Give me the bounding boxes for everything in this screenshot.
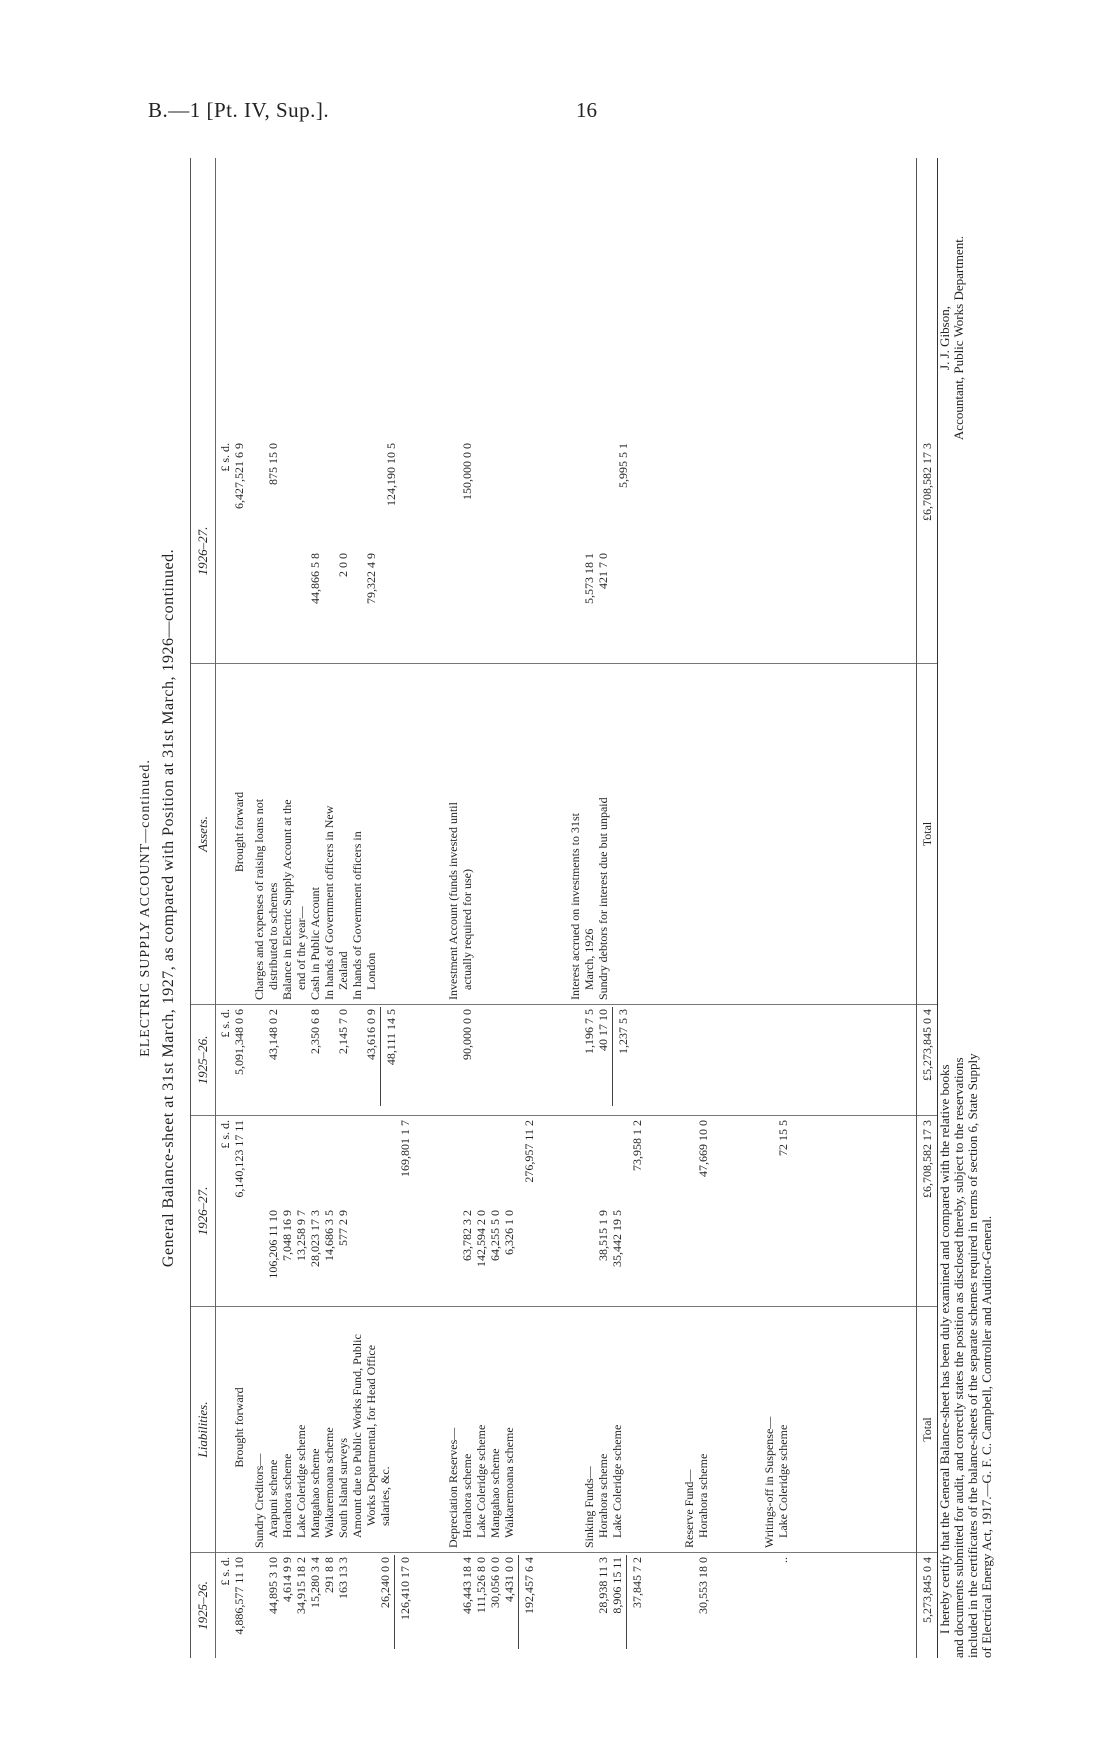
dep-mangahao-cur: 64,255 5 0 [488, 1210, 502, 1261]
amount-due-line1: Amount due to Public Works Fund, Public [350, 1334, 364, 1538]
charges-line2: distributed to schemes [266, 882, 280, 990]
sundry-waikaremoana-cur: 14,686 3 5 [322, 1210, 336, 1261]
column-header-row [191, 158, 216, 1658]
rule [612, 1007, 613, 1106]
header-assets: Assets. [191, 663, 215, 1004]
nz-cur: 2 0 0 [336, 553, 350, 577]
liab-total-cur: £6,708,582 17 3 [917, 1115, 937, 1306]
interest-line1: Interest accrued on investments to 31st [568, 813, 582, 1000]
sink-coleridge-label: Lake Coleridge scheme [610, 1424, 624, 1538]
dep-waikaremoana-label: Waikaremoana scheme [502, 1427, 516, 1538]
sink-total-cur: 73,958 1 2 [630, 1120, 644, 1171]
balance-line1: Balance in Electric Supply Account at the [280, 799, 294, 1000]
liab-bf-label: Brought forward [232, 1387, 246, 1468]
page-reference: B.—1 [Pt. IV, Sup.]. [148, 98, 330, 122]
certificate-line: and documents submitted for audit, and correctly states the position as disclosed thereby, subject to the reservations [951, 1057, 966, 1658]
asset-cur-column [216, 439, 916, 663]
dep-mangahao-prev: 30,056 0 0 [488, 1557, 502, 1608]
asset-bf-label: Brought forward [232, 791, 246, 873]
dep-heading: Depreciation Reserves— [446, 1427, 460, 1548]
amount-due-line3: salaries, &c. [378, 1466, 392, 1526]
invest-line2: actually required for use) [460, 869, 474, 990]
total-row [916, 158, 937, 1658]
balance-sheet-subtitle: General Balance-sheet at 31st March, 1927, as compared with Position at 31st March, 1926—continued. [160, 548, 177, 1268]
interest-line2: March, 1926 [582, 928, 596, 990]
sundry-si-surveys-cur: 577 2 9 [336, 1210, 350, 1246]
table-body [216, 158, 916, 1658]
int-total-cur: 5,995 5 1 [616, 443, 630, 488]
signature-block [938, 158, 966, 518]
balance-sheet-rotated [138, 158, 993, 1658]
sink-subtotal-prev: 37,845 7 2 [630, 1557, 644, 1608]
london-line2: London [364, 952, 378, 990]
sundry-total-cur: 169,801 1 7 [398, 1120, 412, 1177]
certificate-line: included in the certificates of the balance-sheets of the separate schemes required in terms of section 6, State Supply [965, 1053, 980, 1658]
dep-mangahao-label: Mangahao scheme [488, 1448, 502, 1538]
writeoff-heading: Writings-off in Suspense— [762, 1416, 776, 1548]
amount-due-prev: 26,240 0 0 [378, 1557, 392, 1608]
sundry-waikaremoana-prev: 291 8 8 [322, 1557, 336, 1593]
sundry-arapuni-cur: 106,206 11 10 [266, 1210, 280, 1279]
dep-horahora-prev: 46,443 18 4 [460, 1557, 474, 1614]
page-number: 16 [576, 98, 597, 122]
liab-cur-column [216, 1115, 916, 1306]
rule [394, 1555, 395, 1650]
liab-bf-prev: 4,886,577 11 10 [232, 1557, 246, 1635]
sink-coleridge-cur: 35,442 19 5 [610, 1210, 624, 1267]
sundry-si-surveys-label: South Island surveys [336, 1438, 350, 1538]
sundry-horahora-label: Horahora scheme [280, 1453, 294, 1538]
asset-total-prev: £5,273,845 0 4 [917, 1004, 937, 1115]
liab-prev-column [216, 1552, 916, 1658]
int-subtotal-prev: 1,237 5 3 [616, 1009, 630, 1054]
sundry-coleridge-label: Lake Coleridge scheme [294, 1424, 308, 1538]
reserve-heading: Reserve Fund— [682, 1469, 696, 1548]
debtors-label: Sundry debtors for interest due but unpaid [596, 797, 610, 1000]
london-prev: 43,616 0 9 [364, 1009, 378, 1060]
dep-coleridge-cur: 142,594 2 0 [474, 1210, 488, 1267]
asset-desc-column [216, 663, 916, 1004]
dep-horahora-label: Horahora scheme [460, 1453, 474, 1538]
cash-prev: 2,350 6 8 [308, 1009, 322, 1054]
sundry-waikaremoana-label: Waikaremoana scheme [322, 1427, 336, 1538]
header-liabilities: Liabilities. [191, 1306, 215, 1552]
signatory-name: J. J. Gibson, [937, 306, 952, 370]
balance-sheet-table [190, 158, 938, 1658]
dep-coleridge-label: Lake Coleridge scheme [474, 1424, 488, 1538]
sink-horahora-cur: 38,515 1 9 [596, 1210, 610, 1261]
asset-bf-prev: 5,091,348 0 6 [232, 1009, 246, 1075]
london-line1: In hands of Government officers in [350, 831, 364, 1000]
asset-total-label: Total [917, 663, 937, 1004]
london-cur: 79,322 4 9 [364, 553, 378, 604]
certificate-line: of Electrical Energy Act, 1917.—G. F. C. Campbell, Controller and Auditor-General. [979, 1215, 994, 1658]
sundry-heading: Sundry Creditors— [252, 1453, 266, 1548]
rule [518, 1555, 519, 1650]
asset-bf-cur: 6,427,521 6 9 [232, 443, 246, 509]
asset-total-cur: £6,708,582 17 3 [920, 443, 934, 521]
cash-label: Cash in Public Account [308, 887, 322, 1000]
invest-line1: Investment Account (funds invested until [446, 802, 460, 1000]
asset-prev-column [216, 1004, 916, 1115]
account-title: ELECTRIC SUPPLY ACCOUNT—continued. [138, 759, 153, 1057]
interest-cur: 5,573 18 1 [582, 553, 596, 604]
liab-bf-cur: 6,140,123 17 11 [232, 1120, 246, 1198]
dep-waikaremoana-prev: 4,431 0 0 [502, 1557, 516, 1602]
debtors-cur: 421 7 0 [596, 553, 610, 589]
writeoff-cur: 72 15 5 [776, 1120, 790, 1156]
bal-subtotal-prev: 48,111 14 5 [384, 1009, 398, 1066]
sundry-mangahao-prev: 15,280 3 4 [308, 1557, 322, 1608]
sundry-horahora-cur: 7,048 16 9 [280, 1210, 294, 1261]
sink-horahora-label: Horahora scheme [596, 1453, 610, 1538]
sundry-si-surveys-prev: 163 13 3 [336, 1557, 350, 1599]
liab-desc-column [216, 1306, 916, 1552]
sundry-arapuni-label: Arapuni scheme [266, 1459, 280, 1538]
sink-horahora-prev: 28,938 11 3 [596, 1557, 610, 1614]
sundry-subtotal-prev: 126,410 17 0 [398, 1557, 412, 1620]
signatory-role: Accountant, Public Works Department. [951, 235, 966, 441]
sundry-coleridge-cur: 13,258 9 7 [294, 1210, 308, 1261]
charges-cur: 875 15 0 [266, 443, 280, 485]
rule [380, 1007, 381, 1106]
reserve-cur: 47,669 10 0 [696, 1120, 710, 1177]
units-label: £ s. d. [218, 443, 232, 472]
dep-subtotal-prev: 192,457 6 4 [522, 1557, 536, 1614]
nz-prev: 2,145 7 0 [336, 1009, 350, 1054]
header-asset-prev: 1925–26. [191, 1004, 215, 1115]
reserve-label: Horahora scheme [696, 1453, 710, 1538]
cash-cur: 44,866 5 8 [308, 553, 322, 604]
dep-coleridge-prev: 111,526 8 0 [474, 1557, 488, 1614]
rule [626, 1555, 627, 1650]
balance-line2: end of the year— [294, 906, 308, 990]
units-label: £ s. d. [218, 1557, 232, 1586]
invest-cur: 150,000 0 0 [460, 443, 474, 500]
writeoff-label: Lake Coleridge scheme [776, 1424, 790, 1538]
dep-horahora-cur: 63,782 3 2 [460, 1210, 474, 1261]
header-liab-cur: 1926–27. [191, 1115, 215, 1306]
units-label: £ s. d. [218, 1009, 232, 1038]
sundry-mangahao-label: Mangahao scheme [308, 1448, 322, 1538]
liab-total-label: Total [917, 1306, 937, 1552]
nz-line2: Zealand [336, 951, 350, 990]
interest-prev: 1,196 7 5 [582, 1009, 596, 1054]
sundry-arapuni-prev: 44,895 3 10 [266, 1557, 280, 1614]
header-asset-cur: 1926–27. [195, 526, 210, 576]
amount-due-line2: Works Departmental, for Head Office [364, 1344, 378, 1526]
liab-total-prev: 5,273,845 0 4 [917, 1552, 937, 1658]
dep-total-cur: 276,957 11 2 [522, 1120, 536, 1183]
writeoff-prev: .. [776, 1557, 790, 1563]
units-label: £ s. d. [218, 1120, 232, 1149]
reserve-prev: 30,553 18 0 [696, 1557, 710, 1614]
nz-line1: In hands of Government officers in New [322, 805, 336, 1000]
charges-prev: 43,148 0 2 [266, 1009, 280, 1060]
header-liab-prev: 1925–26. [191, 1552, 215, 1658]
debtors-prev: 40 17 10 [596, 1009, 610, 1051]
invest-prev: 90,000 0 0 [460, 1009, 474, 1060]
charges-line1: Charges and expenses of raising loans not [252, 798, 266, 1000]
certificate-line: I hereby certify that the General Balance-sheet has been duly examined and compared with the relative books [937, 1064, 952, 1634]
dep-waikaremoana-cur: 6,326 1 0 [502, 1210, 516, 1255]
audit-certificate [938, 528, 994, 1658]
sundry-horahora-prev: 4,614 9 9 [280, 1557, 294, 1602]
sink-coleridge-prev: 8,906 15 11 [610, 1557, 624, 1614]
sundry-coleridge-prev: 34,915 18 2 [294, 1557, 308, 1614]
sundry-mangahao-cur: 28,023 17 3 [308, 1210, 322, 1267]
bal-total-cur: 124,190 10 5 [384, 443, 398, 506]
sink-heading: Sinking Funds— [582, 1466, 596, 1548]
